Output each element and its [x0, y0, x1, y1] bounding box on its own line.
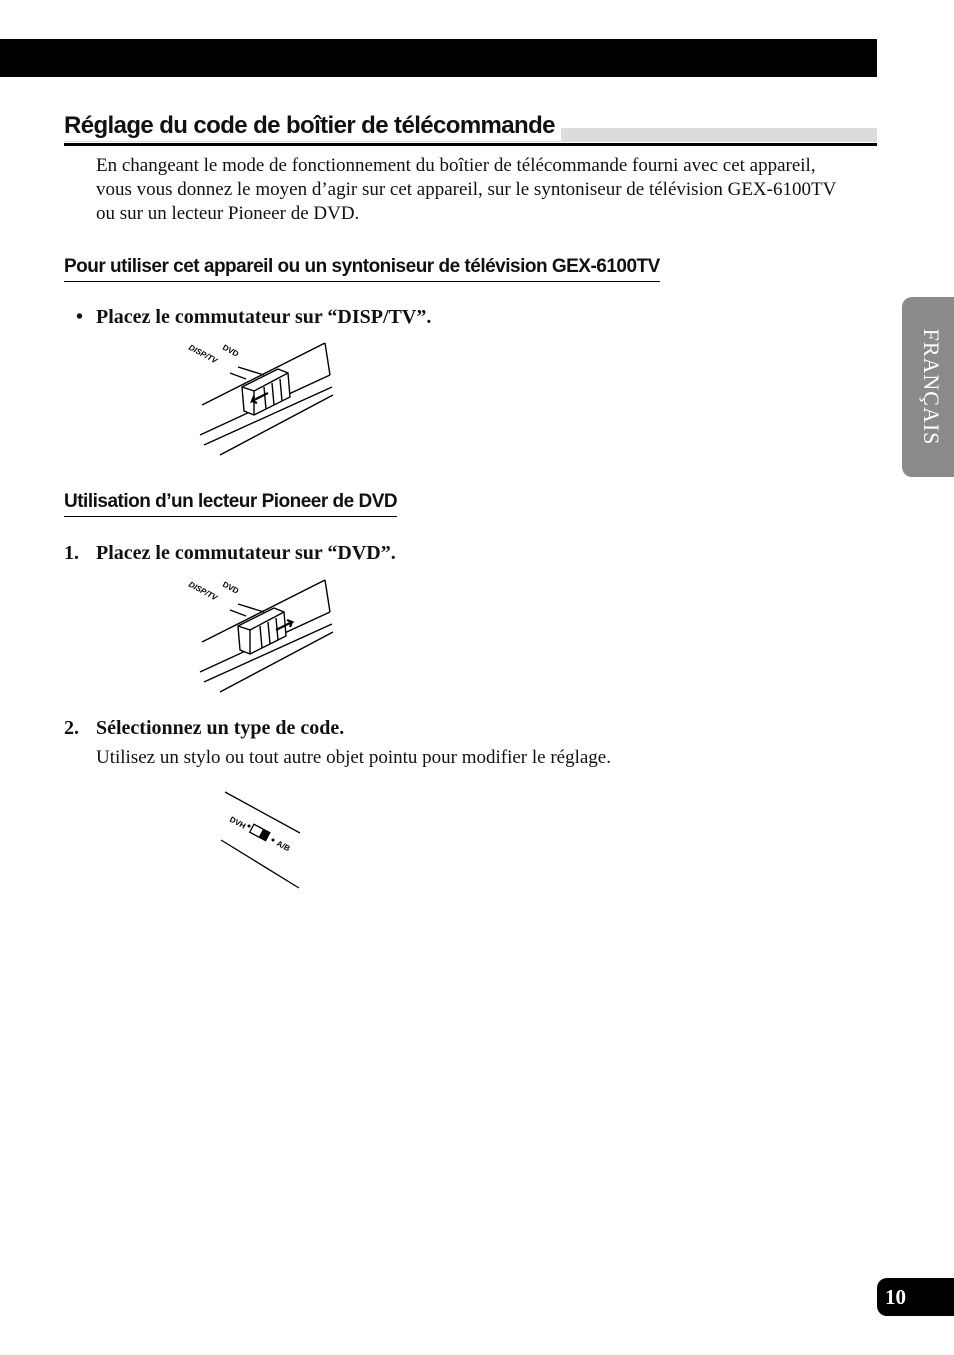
language-tab-label: FRANÇAIS	[919, 328, 944, 446]
code-switch-figure	[215, 788, 310, 893]
step-2-text: Sélectionnez un type de code.	[96, 717, 345, 739]
step-2	[64, 716, 344, 740]
switch-disp-tv-figure	[180, 335, 340, 460]
label-dvd: DVD	[221, 342, 241, 359]
label-dvh: DVH	[228, 814, 248, 831]
section-header	[64, 111, 877, 147]
step-1-text: Placez le commutateur sur “DVD”.	[96, 542, 396, 564]
section-title: Réglage du code de boîtier de télécommande	[64, 111, 561, 141]
step-1-number: 1.	[64, 542, 79, 564]
page-number: 10	[885, 1285, 906, 1309]
header-bar	[0, 39, 877, 77]
label-dvd: DVD	[221, 579, 241, 596]
label-disp-tv: DISP/TV	[187, 342, 219, 366]
subheading-dvd: Utilisation d’un lecteur Pioneer de DVD	[64, 490, 397, 517]
language-tab	[902, 297, 954, 477]
intro-paragraph: En changeant le mode de fonctionnement du boîtier de télécommande fourni avec cet appareil, vous vous donnez le moyen d’agir sur cet appareil, sur le syntoniseur de télévision GEX-6100TV ou sur un lecteur Pioneer de DVD.	[96, 155, 836, 224]
bullet-marker: •	[76, 306, 84, 328]
page-number-box	[877, 1278, 954, 1316]
step-1	[64, 541, 396, 565]
switch-dvd-figure	[180, 572, 340, 697]
subheading-tv: Pour utiliser cet appareil ou un syntoniseur de télévision GEX-6100TV	[64, 255, 660, 282]
title-rule	[64, 143, 877, 146]
label-ab: A/B	[275, 838, 292, 854]
label-disp-tv: DISP/TV	[187, 579, 219, 603]
bullet-text: Placez le commutateur sur “DISP/TV”.	[96, 306, 432, 328]
step-2-note: Utilisez un stylo ou tout autre objet pointu pour modifier le réglage.	[96, 747, 611, 768]
step-2-number: 2.	[64, 717, 79, 739]
bullet-disp-tv	[76, 305, 431, 329]
